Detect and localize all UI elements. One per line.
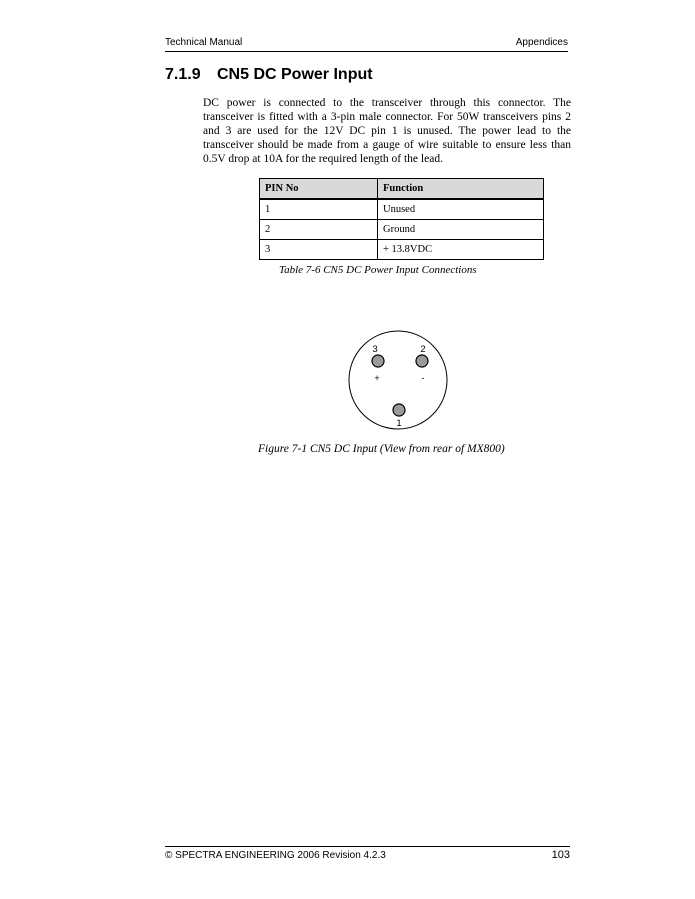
header-divider [165,51,568,52]
pin-1-label: 1 [396,418,402,429]
footer-divider [165,846,570,847]
table-header-pin: PIN No [260,179,378,200]
table-cell-pin: 2 [260,220,378,240]
pin-table [259,178,544,260]
connector-pin-1 [393,404,405,416]
header-right-title: Appendices [515,37,568,48]
table-cell-function: Unused [378,199,544,220]
table-row [260,199,544,220]
body-paragraph: DC power is connected to the transceiver through this connector. The transceiver is fitted with a 3-pin male connector. For 50W transceivers pins 2 and 3 are used for the 12V DC pin 1 is unused. The power lead to the transceiver should be made from a gauge of wire suitable to ensure less than 0.5V drop at 10A for the required length of the lead. [203,97,571,165]
pin-2-label: 2 [420,344,426,355]
figure-caption: Figure 7-1 CN5 DC Input (View from rear of MX800) [258,443,505,455]
table-header-row [260,179,544,200]
pin-2-polarity: - [421,373,425,383]
table-cell-pin: 1 [260,199,378,220]
dc-connector-diagram [343,330,453,432]
footer-copyright: © SPECTRA ENGINEERING 2006 Revision 4.2.3 [165,850,386,861]
pin-3-polarity: + [374,373,380,383]
connector-pin-3 [372,355,384,367]
section-number: 7.1.9 [165,66,201,83]
table-cell-pin: 3 [260,240,378,260]
table-caption: Table 7-6 CN5 DC Power Input Connections [279,264,477,276]
pin-3-label: 3 [372,344,378,355]
table-row [260,240,544,260]
table-cell-function: Ground [378,220,544,240]
section-heading [165,66,373,84]
section-title: CN5 DC Power Input [217,66,373,83]
table-cell-function: + 13.8VDC [378,240,544,260]
table-header-function: Function [378,179,544,200]
header-left-title: Technical Manual [165,37,243,48]
footer-page-number: 103 [551,849,570,861]
table-row [260,220,544,240]
connector-pin-2 [416,355,428,367]
